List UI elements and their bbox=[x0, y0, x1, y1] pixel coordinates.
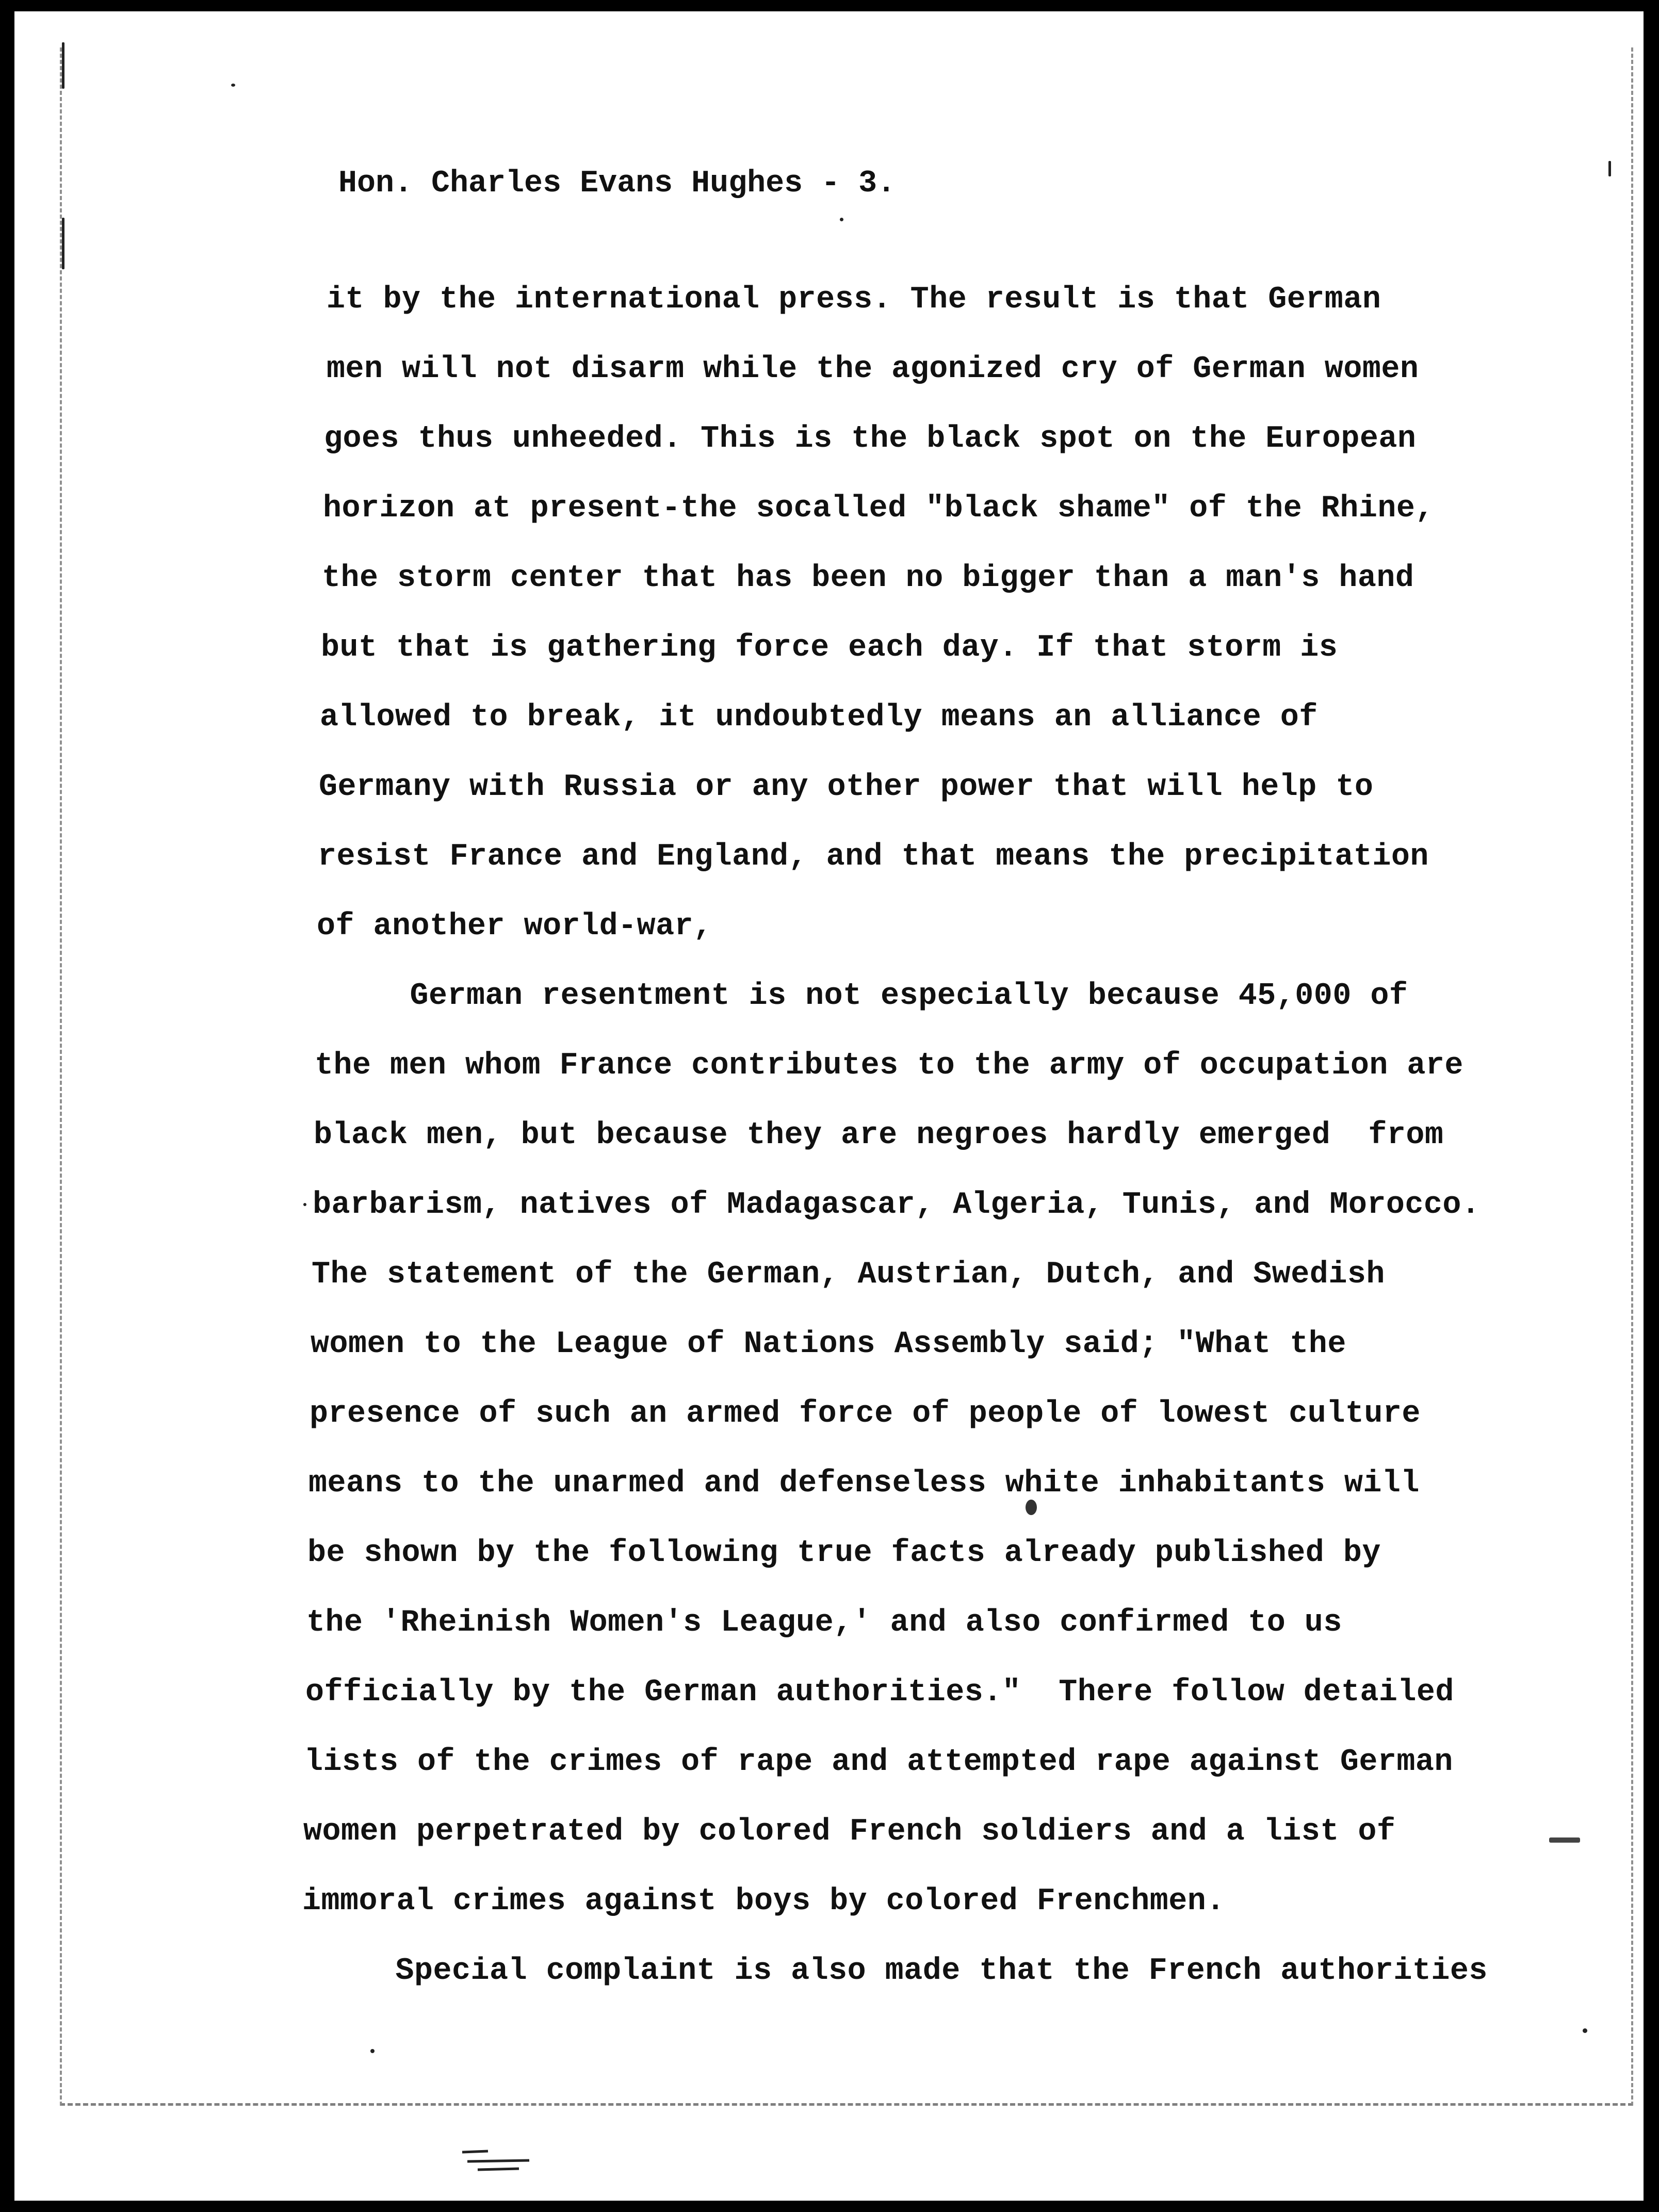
body-line: Germany with Russia or any other power that will help to bbox=[319, 770, 1374, 805]
body-line: women to the League of Nations Assembly said; "What the bbox=[311, 1327, 1346, 1362]
scan-speck bbox=[1583, 2028, 1587, 2033]
body-line: horizon at present-the socalled "black shame" of the Rhine, bbox=[323, 491, 1434, 526]
body-line: means to the unarmed and defenseless white inhabitants will bbox=[308, 1466, 1420, 1501]
scan-mark bbox=[457, 2147, 534, 2173]
body-line: officially by the German authorities." There follow detailed bbox=[305, 1675, 1454, 1710]
body-line: men will not disarm while the agonized cry of German women bbox=[327, 352, 1419, 387]
body-line: barbarism, natives of Madagascar, Algeria, Tunis, and Morocco. bbox=[313, 1188, 1481, 1223]
scan-speck bbox=[62, 218, 64, 269]
scan-speck bbox=[231, 84, 235, 87]
scan-speck bbox=[1026, 1500, 1037, 1515]
body-line: of another world-war, bbox=[317, 909, 712, 944]
body-line: be shown by the following true facts already published by bbox=[307, 1536, 1381, 1571]
body-line: but that is gathering force each day. If that storm is bbox=[321, 630, 1338, 665]
body-line: black men, but because they are negroes hardly emerged from bbox=[314, 1118, 1444, 1153]
running-head: Hon. Charles Evans Hughes - 3. bbox=[338, 166, 896, 201]
body-line: it by the international press. The result is that German bbox=[327, 282, 1381, 317]
body-line: immoral crimes against boys by colored Frenchmen. bbox=[302, 1884, 1225, 1919]
body-line: The statement of the German, Austrian, Dutch, and Swedish bbox=[312, 1257, 1385, 1292]
document-page bbox=[14, 11, 1644, 2201]
scan-speck bbox=[1608, 161, 1611, 176]
body-line: the storm center that has been no bigger than a man's hand bbox=[322, 561, 1414, 596]
paragraph-start: German resentment is not especially because 45,000 of bbox=[316, 979, 1408, 1014]
body-line: presence of such an armed force of people of lowest culture bbox=[310, 1396, 1421, 1432]
body-line: women perpetrated by colored French soldiers and a list of bbox=[303, 1814, 1396, 1849]
body-line: the men whom France contributes to the army of occupation are bbox=[315, 1048, 1463, 1083]
paragraph-start: Special complaint is also made that the French authorities bbox=[301, 1954, 1488, 1989]
scan-speck bbox=[370, 2049, 375, 2053]
body-line: allowed to break, it undoubtedly means an alliance of bbox=[320, 700, 1318, 735]
scan-speck bbox=[303, 1203, 306, 1206]
body-line: resist France and England, and that means the precipitation bbox=[318, 839, 1429, 874]
body-line: lists of the crimes of rape and attempted rape against German bbox=[304, 1745, 1453, 1780]
scan-speck bbox=[840, 218, 843, 221]
scan-speck bbox=[62, 42, 64, 89]
scan-speck bbox=[1549, 1837, 1580, 1843]
body-line: goes thus unheeded. This is the black spot on the European bbox=[324, 421, 1417, 457]
body-line: the 'Rheinish Women's League,' and also confirmed to us bbox=[306, 1605, 1342, 1640]
